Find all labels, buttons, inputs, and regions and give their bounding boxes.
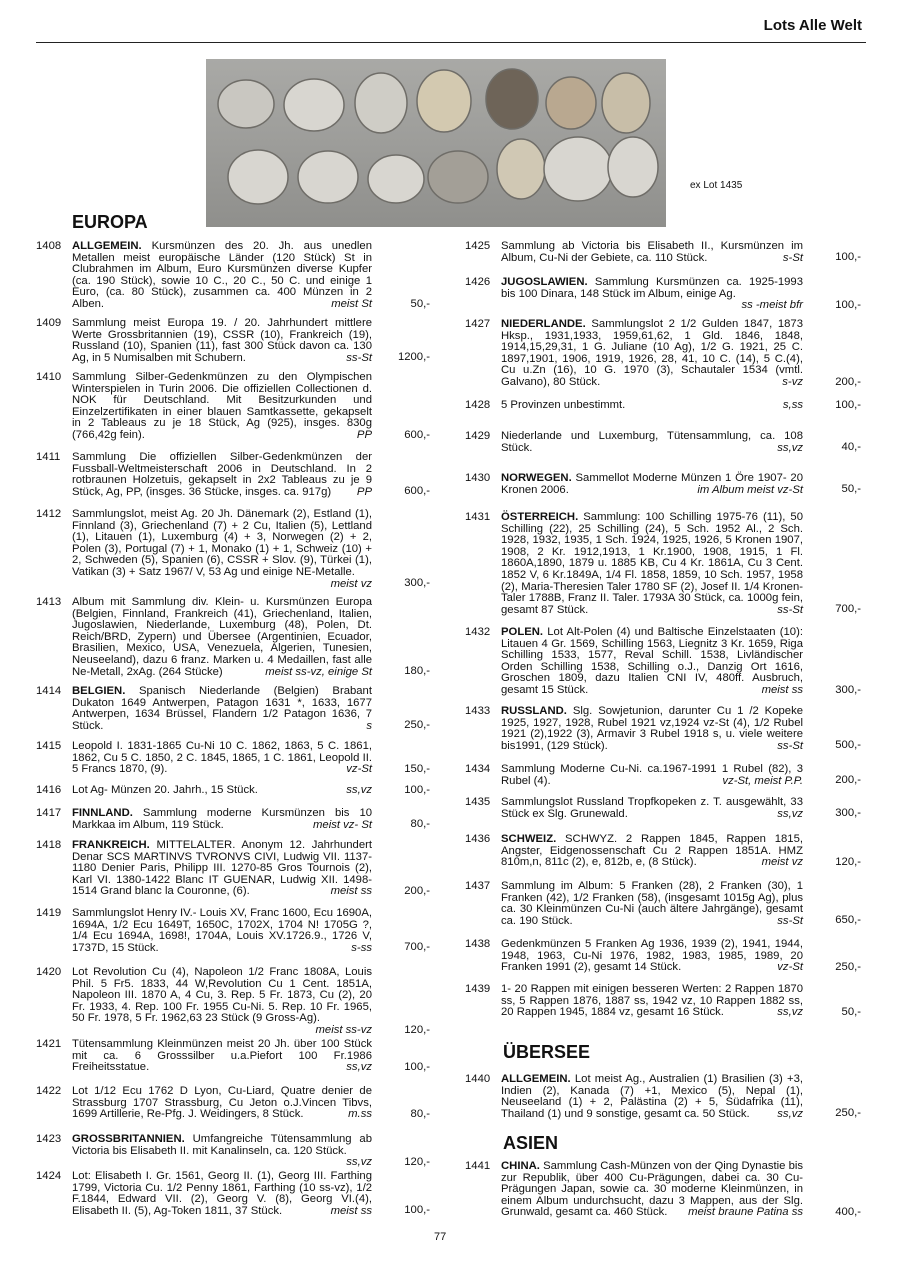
- page-number: 77: [434, 1231, 447, 1243]
- coin-image: [546, 77, 596, 129]
- lot-text: Sammlungslot, meist Ag. 20 Jh. Dänemark (2), Estland (1), Finnland (3), Griechenland (7) + 2 Cu, Italien (5), Lettland (1), Litauen (1), Luxemburg (4) + 3, Norwegen (2) + 2, Polen (3), Portugal (7) + 1, Monako (1) + 1, Schweiz (10) + 2, Schweden (5), Spanien (6), CSSR + Slov. (9), Türkei (1), Vatikan (3) + Satz 1967/ V, 53 Ag und einige NE-Metalle.: [72, 508, 372, 578]
- lot-number: 1430: [465, 472, 491, 484]
- lot-text: Sammlung ab Victoria bis Elisabeth II., Kursmünzen im Album, Cu-Ni der Gebiete, ca. 110 Stück.: [501, 240, 803, 264]
- lot-number: 1409: [36, 317, 62, 329]
- lot-text: Sammlungslot 2 1/2 Gulden 1847, 1873 Hksp., 1931,1933, 1959,61,62, 1 Gld. 1846, 1848, 1914,15,29,31, 1 G. Juliane (10 Ag), 1/2 G. 1921, 25 C. 1897,1901, 1906, 1919, 1926, 28, 41, 10 C. (14), 5 C.(4), Cu u.Zn (16), 10 G. 1970 (3), Schautaler 1534 (vmtl. Galvano), 80 Stück.: [501, 318, 804, 388]
- lot-description: [501, 939, 803, 974]
- lot-price: 700,-: [404, 941, 430, 953]
- lot-price: 100,-: [404, 1061, 430, 1073]
- lot-description: [501, 984, 803, 1019]
- lot-number: 1415: [36, 740, 62, 752]
- lot-grade: PP: [356, 428, 372, 441]
- lot-description: [72, 452, 372, 498]
- photo-caption: ex Lot 1435: [690, 180, 743, 191]
- lot-number: 1439: [465, 983, 491, 995]
- lot-price: 150,-: [404, 763, 430, 775]
- lot-price: 250,-: [835, 1107, 861, 1119]
- lot-country: ALLGEMEIN.: [501, 1073, 575, 1085]
- lot-grade: meist vz- St: [313, 818, 372, 831]
- lot-text: Umfangreiche Tütensammlung ab Victoria bis Elisabeth II. mit Kanalinseln, ca. 120 Stück.: [72, 1133, 373, 1157]
- lot-description: [501, 834, 803, 869]
- lot-price: 650,-: [835, 914, 861, 926]
- lot-country: ALLGEMEIN.: [72, 240, 152, 252]
- lot-grade: ss-St: [346, 351, 372, 364]
- lot-number: 1432: [465, 626, 491, 638]
- lot-price: 250,-: [404, 719, 430, 731]
- lot-country: CHINA.: [501, 1160, 544, 1172]
- lot-number: 1426: [465, 276, 491, 288]
- lot-text: Sammellot Moderne Münzen 1 Öre 1907- 20 Kronen 2006.: [501, 472, 803, 496]
- lot-grade: ss,vz: [777, 1006, 803, 1019]
- section-heading-asien: ASIEN: [503, 1133, 559, 1153]
- lot-grade: meist braune Patina ss: [688, 1206, 803, 1219]
- lot-number: 1436: [465, 833, 491, 845]
- lot-number: 1411: [36, 451, 61, 463]
- lot-text: Sammlung meist Europa 19. / 20. Jahrhundert mittlere Werte Grossbritannien (19), CSSR (10), Frankreich (19), Russland (10), Spanien (11), fast 300 Stück davon ca. 130 Ag, in 5 Numisalben mit Schubern.: [72, 317, 372, 364]
- lot-grade: s,ss: [782, 399, 803, 411]
- lot-grade: PP: [356, 485, 372, 498]
- lot-description: [72, 1039, 372, 1074]
- lot-number: 1431: [465, 511, 491, 523]
- lot-text: Kursmünzen des 20. Jh. aus unedlen Metallen meist europäische Länder (120 Stück) St in Clubrahmen im Album, Euro Kursmünzen diverse Kupfer (ca. 190 Stück), sowie 10 C., 20 C., 50 C. und einige 1 Euro, (ca. 80 Stück), zusammen ca. 400 Münzen in 2 Alben.: [72, 240, 372, 310]
- lot-text: Spanisch Niederlande (Belgien) Brabant Dukaton 1649 Antwerpen, Patagon 1631 *, 1633, 1677 Antwerpen, 1634 Brüssel, Flandern 1/2 Patagon 1636, 7 Stück.: [72, 685, 372, 732]
- lot-description: [501, 241, 803, 264]
- lot-price: 80,-: [410, 818, 430, 830]
- lot-price: 600,-: [404, 429, 430, 441]
- lot-number: 1429: [465, 430, 491, 442]
- lot-number: 1423: [36, 1133, 62, 1145]
- lot-number: 1422: [36, 1085, 62, 1097]
- lot-grade: ss,vz: [777, 441, 803, 454]
- lot-text: Sammlung Die offiziellen Silber-Gedenkmünzen der Fussball-Weltmeisterschaft 2006 in Deutschland. In 2 rotbraunen Holzetuis, gekapselt in 2x2 Tableaus zu je 9 Stück, Ag, PP, (insges. 36 Stücke, insges. ca. 917g): [72, 451, 372, 498]
- lot-price: 1200,-: [397, 351, 430, 363]
- lot-grade: meist ss-vz: [315, 1023, 372, 1036]
- lot-text: Slg. Sowjetunion, darunter Cu 1 /2 Kopeke 1925, 1927, 1928, Rubel 1921 vz,1924 vz-St (4), 1/2 Rubel 1921 (2),1922 (3), Armavir 3 Rubel 1918 s, u. viele weitere bis1991, (129 Stück).: [501, 705, 803, 752]
- coin-image: [428, 151, 488, 203]
- lot-country: POLEN.: [501, 626, 548, 638]
- coin-image: [608, 137, 658, 197]
- lot-number: 1437: [465, 880, 491, 892]
- lot-description: [501, 797, 803, 820]
- lot-country: BELGIEN.: [72, 685, 139, 697]
- lot-number: 1434: [465, 763, 491, 775]
- coin-image: [486, 69, 538, 129]
- lot-number: 1417: [36, 807, 62, 819]
- lot-number: 1421: [36, 1038, 62, 1050]
- lot-number: 1441: [465, 1160, 491, 1172]
- lot-description: [501, 319, 803, 389]
- lot-price: 200,-: [404, 885, 430, 897]
- lot-description: [72, 686, 372, 732]
- lot-text: Sammlung moderne Kursmünzen bis 10 Markkaa im Album, 119 Stück.: [72, 807, 373, 831]
- lot-country: GROSSBRITANNIEN.: [72, 1133, 193, 1145]
- lot-grade: m.ss: [348, 1108, 372, 1121]
- lot-number: 1424: [36, 1170, 62, 1182]
- lot-text: Sammlung Kursmünzen ca. 1925-1993 bis 100 Dinara, 148 Stück im Album, einige Ag.: [501, 276, 803, 300]
- lot-price: 50,-: [841, 483, 861, 495]
- coin-photo: [206, 59, 666, 227]
- lot-price: 180,-: [404, 665, 430, 677]
- lot-text: Sammlung im Album: 5 Franken (28), 2 Franken (30), 1 Franken (42), 1/2 Franken (58), (insgesamt 1015g Ag), plus ca. 30 Kleinmünzen Cu-Ni (auch ältere Jahrgänge), gesamt ca. 190 Stück.: [501, 880, 803, 927]
- lot-price: 100,-: [835, 399, 861, 411]
- header-title: Lots Alle Welt: [763, 17, 862, 34]
- lot-grade: meist ss: [330, 1204, 372, 1217]
- lot-description: [501, 400, 803, 412]
- lot-price: 120,-: [404, 1156, 430, 1168]
- lot-number: 1420: [36, 966, 62, 978]
- coin-image: [544, 137, 612, 201]
- lot-grade: meist ss-vz, einige St: [265, 665, 372, 678]
- lot-grade: im Album meist vz-St: [697, 483, 803, 496]
- lot-description: [72, 372, 372, 442]
- coin-image: [218, 80, 274, 128]
- coin-image: [228, 150, 288, 204]
- lot-number: 1418: [36, 839, 62, 851]
- lot-description: [501, 277, 803, 312]
- lot-price: 250,-: [835, 961, 861, 973]
- lot-description: [72, 241, 372, 311]
- lot-description: [72, 1171, 372, 1217]
- lot-number: 1410: [36, 371, 62, 383]
- lot-description: [72, 509, 372, 590]
- lot-description: [501, 512, 803, 616]
- section-heading-europa: EUROPA: [72, 212, 148, 232]
- lot-country: SCHWEIZ.: [501, 833, 566, 845]
- lot-description: [72, 597, 372, 678]
- coin-image: [602, 73, 650, 133]
- lot-text: Lot meist Ag., Australien (1) Brasilien (3) +3, Indien (2), Kanada (7) +1, Mexico (5), Nepal (1), Neuseeland (1) + 2, Palästina (2) + 5, Südafrika (11), Thailand (1) und 9 sonstige, gesamt ca. 50 Stück.: [501, 1073, 804, 1120]
- lot-number: 1416: [36, 784, 62, 796]
- lot-text: Sammlung Moderne Cu-Ni. ca.1967-1991 1 Rubel (82), 3 Rubel (4).: [501, 763, 803, 787]
- lot-description: [501, 627, 803, 697]
- lot-text: Tütensammlung Kleinmünzen meist 20 Jh. über 100 Stück mit ca. 6 Grosssilber u.a.Piefort 100 Fr.1986 Freiheitsstatue.: [72, 1038, 372, 1074]
- lot-number: 1427: [465, 318, 491, 330]
- lot-number: 1435: [465, 796, 491, 808]
- lot-grade: ss,vz: [777, 1107, 803, 1120]
- coin-image: [284, 79, 344, 131]
- lot-grade: vz-St, meist P.P.: [722, 774, 803, 787]
- lot-grade: s-St: [782, 251, 803, 264]
- lot-grade: ss-St: [777, 914, 803, 927]
- lot-number: 1419: [36, 907, 62, 919]
- lot-price: 120,-: [835, 856, 861, 868]
- lot-grade: ss,vz: [777, 807, 803, 820]
- lot-text: Leopold I. 1831-1865 Cu-Ni 10 C. 1862, 1863, 5 C. 1861, 1862, Cu 5 C. 1850, 2 C. 1845, 1865, 1 C. 1861, Leopold II. 5 Francs 1870, (9).: [72, 740, 372, 776]
- lot-text: Lot Alt-Polen (4) und Baltische Einzelstaaten (10): Litauen 4 Gr. 1569, Schilling 1563, Liegnitz 3 Kr. 1659, Riga Schilling 1533, 1577, Reval Schill. 1538, Livländischer Orden Schilling 1538, Schilling o.J., Danzig Ort 1616, Groschen 1809, dazu Italien CNI IV, 480ff. Ausbruch, gesamt 15 Stück.: [501, 626, 803, 696]
- lot-text: Album mit Sammlung div. Klein- u. Kursmünzen Europa (Belgien, Finnland, Frankreich (41), Griechenland, Italien, Jugoslawien, Niederlande, Luxemburg (48), Polen, Dt. Reich/BRD, Zypern) und Übersee (Argentinien, Ecuador, Brasilien, Mexico, USA, Venezuela, Algerien, Tunesien, Neuseeland), dazu 6 franz. Marken u. 4 Medaillen, fast alle Ne-Metall, 2xAg. (264 Stücke): [72, 596, 372, 678]
- lot-text: Sammlung: 100 Schilling 1975-76 (11), 50 Schilling (22), 25 Schilling (24), 5 Sch. 1952 Al., 2 Sch. 1928, 1932, 1935, 1 Sch. 1924, 1925, 1926, 5 Kronen 1907, 1908, 2 Kr. 1912,1913, 1 Kr.1900, 1908, 1915, 1 Fl. 1860A,1890, 1879 u. 1885 KB, Cu 4 Kr. 1861A, Cu 3 Cent. 1852 V, 6 Kr.1849A, 1/4 Fl. 1858, 1859, 10 Sch. 1957, 1958 (2), Maria-Theresien Taler 1780 SF (2), Josef II. 1/4 Kronen- Taler 1788B, Franz II. Taler. 1793A 30 Stück, ca. 1000g fein, gesamt 87 Stück.: [501, 511, 803, 616]
- lot-description: [501, 1161, 803, 1219]
- lot-description: [72, 840, 372, 898]
- lot-text: Lot 1/12 Ecu 1762 D Lyon, Cu-Liard, Quatre denier de Strassburg 1707 Strassburg, Cu Jeton o.J.Vincen Tibvs, 1699 Artillerie, Re-Pfg. J. Weidingers, 8 Stück.: [72, 1085, 372, 1121]
- lot-number: 1414: [36, 685, 62, 697]
- lot-number: 1440: [465, 1073, 491, 1085]
- lot-country: RUSSLAND.: [501, 705, 573, 717]
- lot-description: [72, 785, 372, 797]
- lot-description: [501, 706, 803, 752]
- lot-text: Lot: Elisabeth I. Gr. 1561, Georg II. (1), Georg III. Farthing 1799, Victoria Cu. 1/2 Penny 1861, Farthing (10 ss-vz), 1/2 F.1844, Edward VII. (2), Georg V. (8), Georg VI.(4), Elisabeth II. (5), Ag-Token 1811, 37 Stück.: [72, 1170, 372, 1217]
- lot-price: 400,-: [835, 1206, 861, 1218]
- lot-description: [72, 741, 372, 776]
- lot-description: [72, 1134, 372, 1169]
- lot-grade: s-vz: [782, 375, 803, 388]
- lot-description: [501, 473, 803, 496]
- page-header: [36, 14, 866, 43]
- lot-description: [72, 908, 372, 954]
- lot-price: 500,-: [835, 739, 861, 751]
- lot-number: 1438: [465, 938, 491, 950]
- lot-grade: vz-St: [346, 763, 372, 776]
- lot-description: [72, 967, 372, 1037]
- lot-price: 300,-: [835, 807, 861, 819]
- lot-text: Lot Revolution Cu (4), Napoleon 1/2 Franc 1808A, Louis Phil. 5 Fr5. 1833, 44 W,Revolution Cu 1 Cent. 1851A, Napoleon III. 1870 A, 4 Cu, 3. Rep. 5 Fr. 1873, Cu (2), 20 Fr. 1933, 4. Rep. 100 Fr. 1955 Cu-Ni. 5. Rep. 10 Fr. 1965, 50 Fr. 1978, 5 Fr. 1962,63 23 Stück (9 Gross-Ag).: [72, 966, 372, 1025]
- lot-description: [72, 318, 372, 364]
- lot-grade: meist St: [331, 297, 372, 310]
- lot-text: Niederlande und Luxemburg, Tütensammlung, ca. 108 Stück.: [501, 430, 803, 454]
- section-heading-uebersee: ÜBERSEE: [503, 1042, 591, 1062]
- lot-description: [72, 808, 372, 831]
- lot-grade: meist ss: [330, 885, 372, 898]
- lot-grade: meist ss: [761, 683, 803, 696]
- lot-grade: ss,vz: [346, 784, 372, 796]
- lot-grade: ss-St: [777, 739, 803, 752]
- lot-grade: vz-St: [777, 961, 803, 974]
- lot-text: SCHWYZ. 2 Rappen 1845, Rappen 1815, Angster, Eidgenossenschaft Cu 2 Rappen 1851A. HMZ 810m,n, 811c (2), e, 812b, e, (8 Stück).: [501, 833, 803, 869]
- lot-number: 1425: [465, 240, 491, 252]
- coin-image: [368, 155, 424, 203]
- lot-grade: s-ss: [351, 941, 372, 954]
- lot-text: 1- 20 Rappen mit einigen besseren Werten: 2 Rappen 1870 ss, 5 Rappen 1876, 1887 ss, 1942 vz, 10 Rappen 1882 ss, 20 Rappen 1945, 1884 vz, gesamt 16 Stück.: [501, 983, 803, 1019]
- lot-price: 50,-: [841, 1006, 861, 1018]
- lot-grade: ss,vz: [346, 1061, 372, 1074]
- lot-number: 1412: [36, 508, 62, 520]
- coin-photo-image: [206, 59, 666, 227]
- lot-price: 300,-: [404, 577, 430, 589]
- lot-text: Sammlung Silber-Gedenkmünzen zu den Olympischen Winterspielen in Turin 2006. Die offiziellen Collectionen d. NOK für Deutschland. Mit Besitzurkunden und Einzelzertifikaten in einer blauen Samtkassette, gekapselt in 2 Tableaus zu je 18 Stück, Ag (925), insges. 830g (766,42g fein).: [72, 371, 372, 441]
- lot-text: Sammlungslot Henry IV.- Louis XV, Franc 1600, Ecu 1690A, 1694A, 1/2 Ecu 1649T, 1650C, 1702X, 1704 N! 1705G ?, 1/4 Ecu 1694A, 1698!, 1704A, Louis XV.1726.9., 1726 V, 1737D, 15 Stück.: [72, 907, 372, 954]
- lot-text: Sammlungslot Russland Tropfkopeken z. T. ausgewählt, 33 Stück ex Slg. Grunewald.: [501, 796, 803, 820]
- lot-country: FINNLAND.: [72, 807, 143, 819]
- lot-description: [501, 881, 803, 927]
- lot-price: 100,-: [835, 299, 861, 311]
- lot-grade: s: [366, 719, 372, 732]
- lot-price: 300,-: [835, 684, 861, 696]
- lot-grade: ss-St: [777, 603, 803, 616]
- coin-image: [298, 151, 358, 203]
- coin-image: [497, 139, 545, 199]
- lot-number: 1408: [36, 240, 62, 252]
- lot-number: 1413: [36, 596, 62, 608]
- coin-image: [417, 70, 471, 132]
- lot-number: 1433: [465, 705, 491, 717]
- lot-description: [72, 1086, 372, 1121]
- lot-price: 100,-: [404, 784, 430, 796]
- lot-text: 5 Provinzen unbestimmt.: [501, 399, 626, 411]
- lot-country: FRANKREICH.: [72, 839, 157, 851]
- lot-number: 1428: [465, 399, 491, 411]
- lot-description: [501, 431, 803, 454]
- lot-grade: ss,vz: [346, 1156, 372, 1169]
- lot-country: ÖSTERREICH.: [501, 511, 584, 523]
- lot-price: 600,-: [404, 485, 430, 497]
- lot-price: 40,-: [841, 441, 861, 453]
- lot-grade: meist vz: [330, 577, 372, 590]
- lot-description: [501, 764, 803, 787]
- lot-description: [501, 1074, 803, 1120]
- lot-grade: ss -meist bfr: [741, 299, 803, 312]
- lot-text: MITTELALTER. Anonym 12. Jahrhundert Denar SCS MARTINVS TVRONVS CIVI, Ludwig VII. 1137-1180 Denier Paris, Philipp III. 1270-85 Gros Tournois (2), Karl VI. 1380-1422 Blanc IT GUENAR, Ludwig XII. 1498-1514 Grand blanc la Couronne, (6).: [72, 839, 373, 898]
- lot-price: 200,-: [835, 376, 861, 388]
- lot-grade: meist vz: [761, 856, 803, 869]
- lot-text: Gedenkmünzen 5 Franken Ag 1936, 1939 (2), 1941, 1944, 1948, 1963, Cu-Ni 1976, 1982, 1983, 1985, 1989, 20 Franken 1991 (2), gesamt 14 Stück.: [501, 938, 803, 974]
- lot-price: 50,-: [410, 298, 430, 310]
- lot-text: Sammlung Cash-Münzen von der Qing Dynastie bis zur Republik, über 400 Cu-Prägungen, dabei ca. 30 Cu-Prägungen Japan, sowie ca. 30 moderne Kleinmünzen, in einem Album undurchsucht, dazu 3 Mappen, aus der Slg. Grunwald, gesamt ca. 460 Stück.: [501, 1160, 804, 1219]
- lot-price: 120,-: [404, 1024, 430, 1036]
- lot-country: JUGOSLAWIEN.: [501, 276, 595, 288]
- lot-price: 100,-: [835, 251, 861, 263]
- lot-price: 200,-: [835, 774, 861, 786]
- lot-country: NIEDERLANDE.: [501, 318, 592, 330]
- lot-price: 700,-: [835, 603, 861, 615]
- lot-price: 100,-: [404, 1204, 430, 1216]
- lot-country: NORWEGEN.: [501, 472, 576, 484]
- lot-price: 80,-: [410, 1108, 430, 1120]
- lot-text: Lot Ag- Münzen 20. Jahrh., 15 Stück.: [72, 784, 258, 796]
- coin-image: [355, 73, 407, 133]
